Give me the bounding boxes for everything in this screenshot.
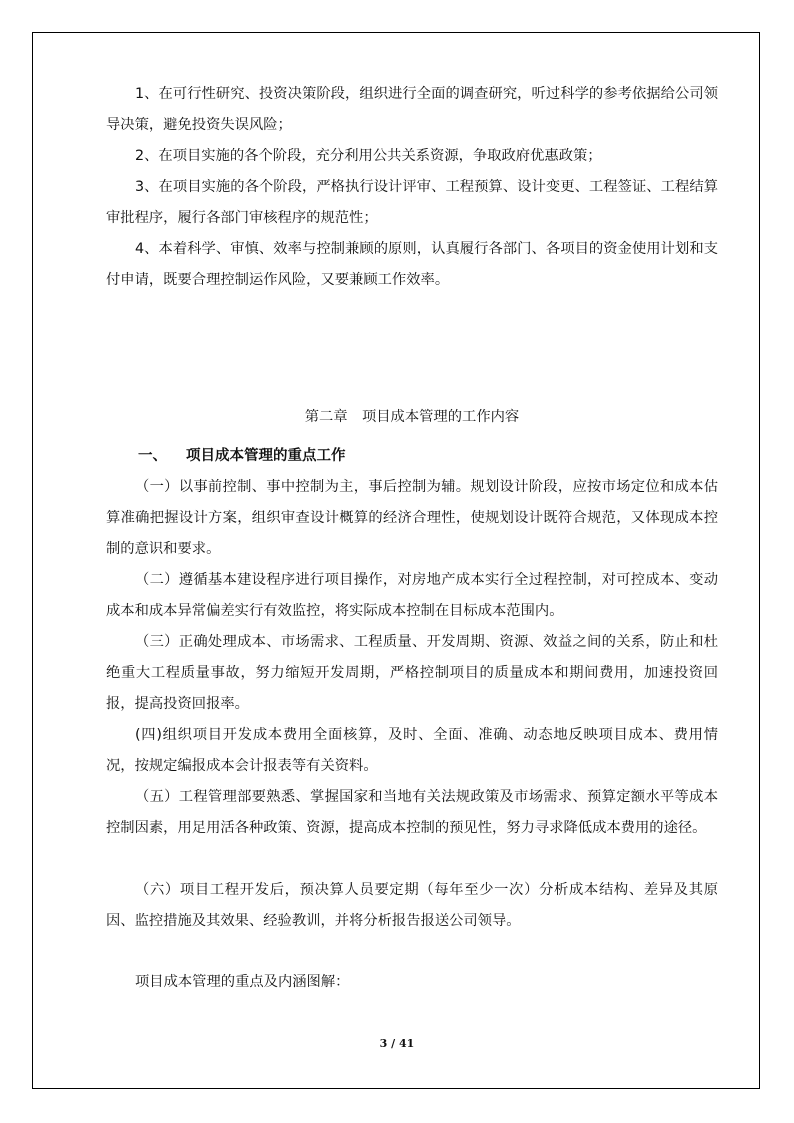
section-item-6: （六）项目工程开发后，预决算人员要定期（每年至少一次）分析成本结构、差异及其原因、监控措施及其效果、经验教训，并将分析报告报送公司领导。 [106,882,718,929]
intro-item-4: 4、本着科学、审慎、效率与控制兼顾的原则，认真履行各部门、各项目的资金使用计划和支付申请，既要合理控制运作风险，又要兼顾工作效率。 [106,241,718,288]
intro-item-2: 2、在项目实施的各个阶段，充分利用公共关系资源，争取政府优惠政策； [135,148,602,164]
intro-item-3: 3、在项目实施的各个阶段，严格执行设计评审、工程预算、设计变更、工程签证、工程结算审批程序，履行各部门审核程序的规范性； [106,179,718,226]
section-item-1: （一）以事前控制、事中控制为主，事后控制为辅。规划设计阶段，应按市场定位和成本估算准确把握设计方案，组织审查设计概算的经济合理性，使规划设计既符合规范，又体现成本控制的意识和要求。 [106,479,718,557]
page-number: 3 / 41 [379,1037,415,1050]
diagram-caption: 项目成本管理的重点及内涵图解： [135,974,350,990]
section-title: 项目成本管理的重点工作 [186,448,346,464]
section-item-2: （二）遵循基本建设程序进行项目操作，对房地产成本实行全过程控制，对可控成本、变动成本和成本异常偏差实行有效监控，将实际成本控制在目标成本范围内。 [106,572,718,619]
section-item-3: （三）正确处理成本、市场需求、工程质量、开发周期、资源、效益之间的关系，防止和杜绝重大工程质量事故，努力缩短开发周期，严格控制项目的质量成本和期间费用，加速投资回报，提高投资回报率。 [106,634,718,712]
chapter-title: 第二章 项目成本管理的工作内容 [304,409,520,425]
section-item-4: (四)组织项目开发成本费用全面核算，及时、全面、准确、动态地反映项目成本、费用情况，按规定编报成本会计报表等有关资料。 [106,727,718,774]
section-heading [138,441,346,472]
intro-item-1: 1、在可行性研究、投资决策阶段，组织进行全面的调查研究，听过科学的参考依据给公司领导决策，避免投资失误风险； [106,86,718,133]
section-item-5: （五）工程管理部要熟悉、掌握国家和当地有关法规政策及市场需求、预算定额水平等成本控制因素，用足用活各种政策、资源，提高成本控制的预见性，努力寻求降低成本费用的途径。 [106,789,718,836]
section-number: 一、 [138,448,167,464]
